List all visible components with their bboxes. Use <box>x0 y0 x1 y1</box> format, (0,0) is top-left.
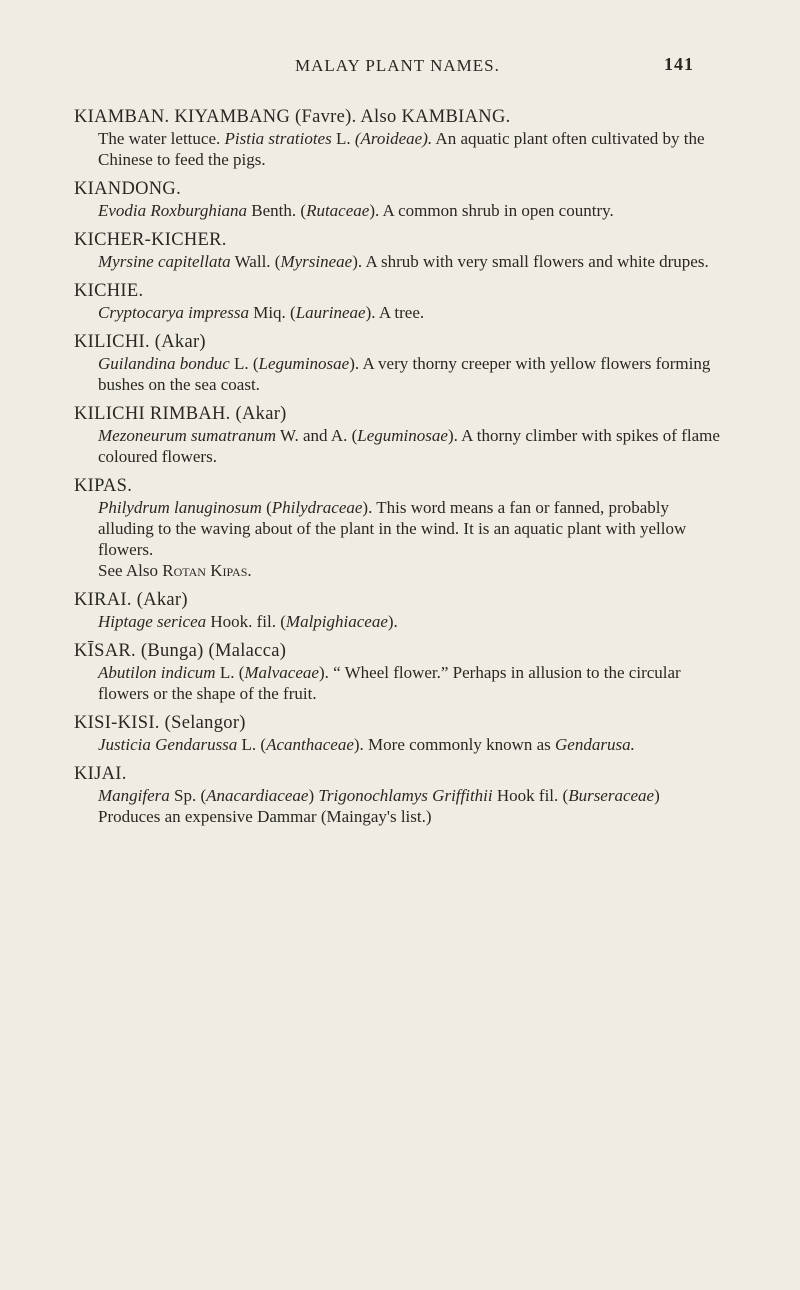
italic-text: Philydrum lanuginosum <box>98 498 262 517</box>
italic-text: Malpighiaceae <box>285 612 388 631</box>
entry-list <box>74 106 724 835</box>
dictionary-entry <box>74 106 724 170</box>
italic-text: Hiptage sericea <box>98 612 207 631</box>
italic-text: Pistia stratiotes <box>224 129 332 148</box>
italic-text: Mezoneurum sumatranum <box>98 426 277 445</box>
entry-description <box>74 302 724 323</box>
dictionary-entry <box>74 229 724 272</box>
entry-text: L. ( <box>237 735 267 754</box>
page-number: 141 <box>664 54 694 74</box>
entry-description <box>74 353 724 395</box>
entry-text: ). A tree. <box>365 303 425 322</box>
entry-text: L. <box>331 129 355 148</box>
entry-description <box>74 785 724 827</box>
entry-headword: KICHIE. <box>74 281 144 301</box>
entry-text: See Also <box>98 561 163 580</box>
italic-text: Mangifera <box>98 786 170 805</box>
dictionary-entry <box>74 331 724 395</box>
entry-text: ). “ Wheel flower.” Perhaps in allusion to the circular flowers or the shape of the fruit. <box>98 663 681 703</box>
italic-text: Burseraceae <box>568 786 655 805</box>
entry-text: ). This word means a fan or fanned, probably alluding to the waving about of the plant in the wind. It is an aquatic plant with yellow flowers. <box>98 498 687 559</box>
entry-text: Benth. ( <box>247 201 307 220</box>
entry-headword: KIPAS. <box>74 476 133 496</box>
entry-text: An aquatic plant often cultivated by the Chinese to feed the pigs. <box>98 129 705 169</box>
entry-headword: KICHER-KICHER. <box>74 230 227 250</box>
italic-text: Acanthaceae <box>266 735 354 754</box>
dictionary-entry <box>74 475 724 581</box>
entry-text: ). More commonly known as <box>353 735 556 754</box>
italic-text: Evodia Roxburghiana <box>98 201 248 220</box>
entry-text: Hook. fil. ( <box>206 612 286 631</box>
entry-text: Sp. ( <box>169 786 207 805</box>
entry-text: L. ( <box>229 354 259 373</box>
italic-text: Malvaceae <box>244 663 319 682</box>
entry-text: Hook fil. ( <box>492 786 569 805</box>
entry-text: ). A thorny climber with spikes of flame coloured flowers. <box>98 426 720 466</box>
entry-text: L. ( <box>215 663 245 682</box>
entry-text: W. and A. ( <box>276 426 358 445</box>
italic-text: Trigonochlamys Griffithii <box>318 786 493 805</box>
entry-description <box>74 251 724 272</box>
entry-headword: KISI-KISI. (Selangor) <box>74 713 246 733</box>
entry-text: ) <box>308 786 319 805</box>
dictionary-entry <box>74 763 724 827</box>
entry-text: Miq. ( <box>248 303 296 322</box>
italic-text: Cryptocarya impressa <box>98 303 249 322</box>
dictionary-entry <box>74 178 724 221</box>
entry-text: ). A shrub with very small flowers and white drupes. <box>352 252 709 271</box>
italic-text: Abutilon indicum <box>98 663 216 682</box>
italic-text: Anacardiaceae <box>206 786 309 805</box>
entry-headword: KIAMBAN. KIYAMBANG (Favre). Also KAMBIANG. <box>74 107 511 127</box>
italic-text: Laurineae <box>295 303 366 322</box>
entry-text: Wall. ( <box>230 252 281 271</box>
entry-headword: KILICHI RIMBAH. (Akar) <box>74 404 287 424</box>
dictionary-entry <box>74 640 724 704</box>
entry-text: ). A very thorny creeper with yellow flowers forming bushes on the sea coast. <box>98 354 711 394</box>
italic-text: Myrsine capitellata <box>98 252 231 271</box>
italic-text: Justicia Gendarussa <box>98 735 238 754</box>
entry-text: The water lettuce. <box>98 129 225 148</box>
entry-description <box>74 200 724 221</box>
italic-text: (Aroideae). <box>354 129 433 148</box>
italic-text: Gendarusa. <box>555 735 635 754</box>
italic-text: Leguminosae <box>357 426 448 445</box>
entry-description <box>74 425 724 467</box>
entry-description <box>74 497 724 581</box>
entry-headword: KILICHI. (Akar) <box>74 332 206 352</box>
entry-description <box>74 662 724 704</box>
entry-text: Rotan Kipas. <box>162 561 252 580</box>
entry-text: ). <box>387 612 398 631</box>
entry-headword: KĪSAR. (Bunga) (Malacca) <box>74 641 287 661</box>
dictionary-entry <box>74 403 724 467</box>
entry-headword: KIANDONG. <box>74 179 182 199</box>
entry-description <box>74 611 724 632</box>
italic-text: Rutaceae <box>306 201 370 220</box>
dictionary-entry <box>74 712 724 755</box>
running-title: MALAY PLANT NAMES. <box>295 56 500 75</box>
entry-headword: KIRAI. (Akar) <box>74 590 188 610</box>
dictionary-entry <box>74 589 724 632</box>
italic-text: Philydraceae <box>271 498 363 517</box>
entry-headword: KIJAI. <box>74 764 127 784</box>
entry-text: ). A common shrub in open country. <box>369 201 614 220</box>
entry-description <box>74 734 724 755</box>
entry-description <box>74 128 724 170</box>
italic-text: Myrsineae <box>280 252 353 271</box>
entry-text: ) Produces an expensive Dammar (Maingay's list.) <box>98 786 660 826</box>
dictionary-entry <box>74 280 724 323</box>
italic-text: Leguminosae <box>258 354 350 373</box>
italic-text: Guilandina bonduc <box>98 354 230 373</box>
entry-text: ( <box>261 498 272 517</box>
